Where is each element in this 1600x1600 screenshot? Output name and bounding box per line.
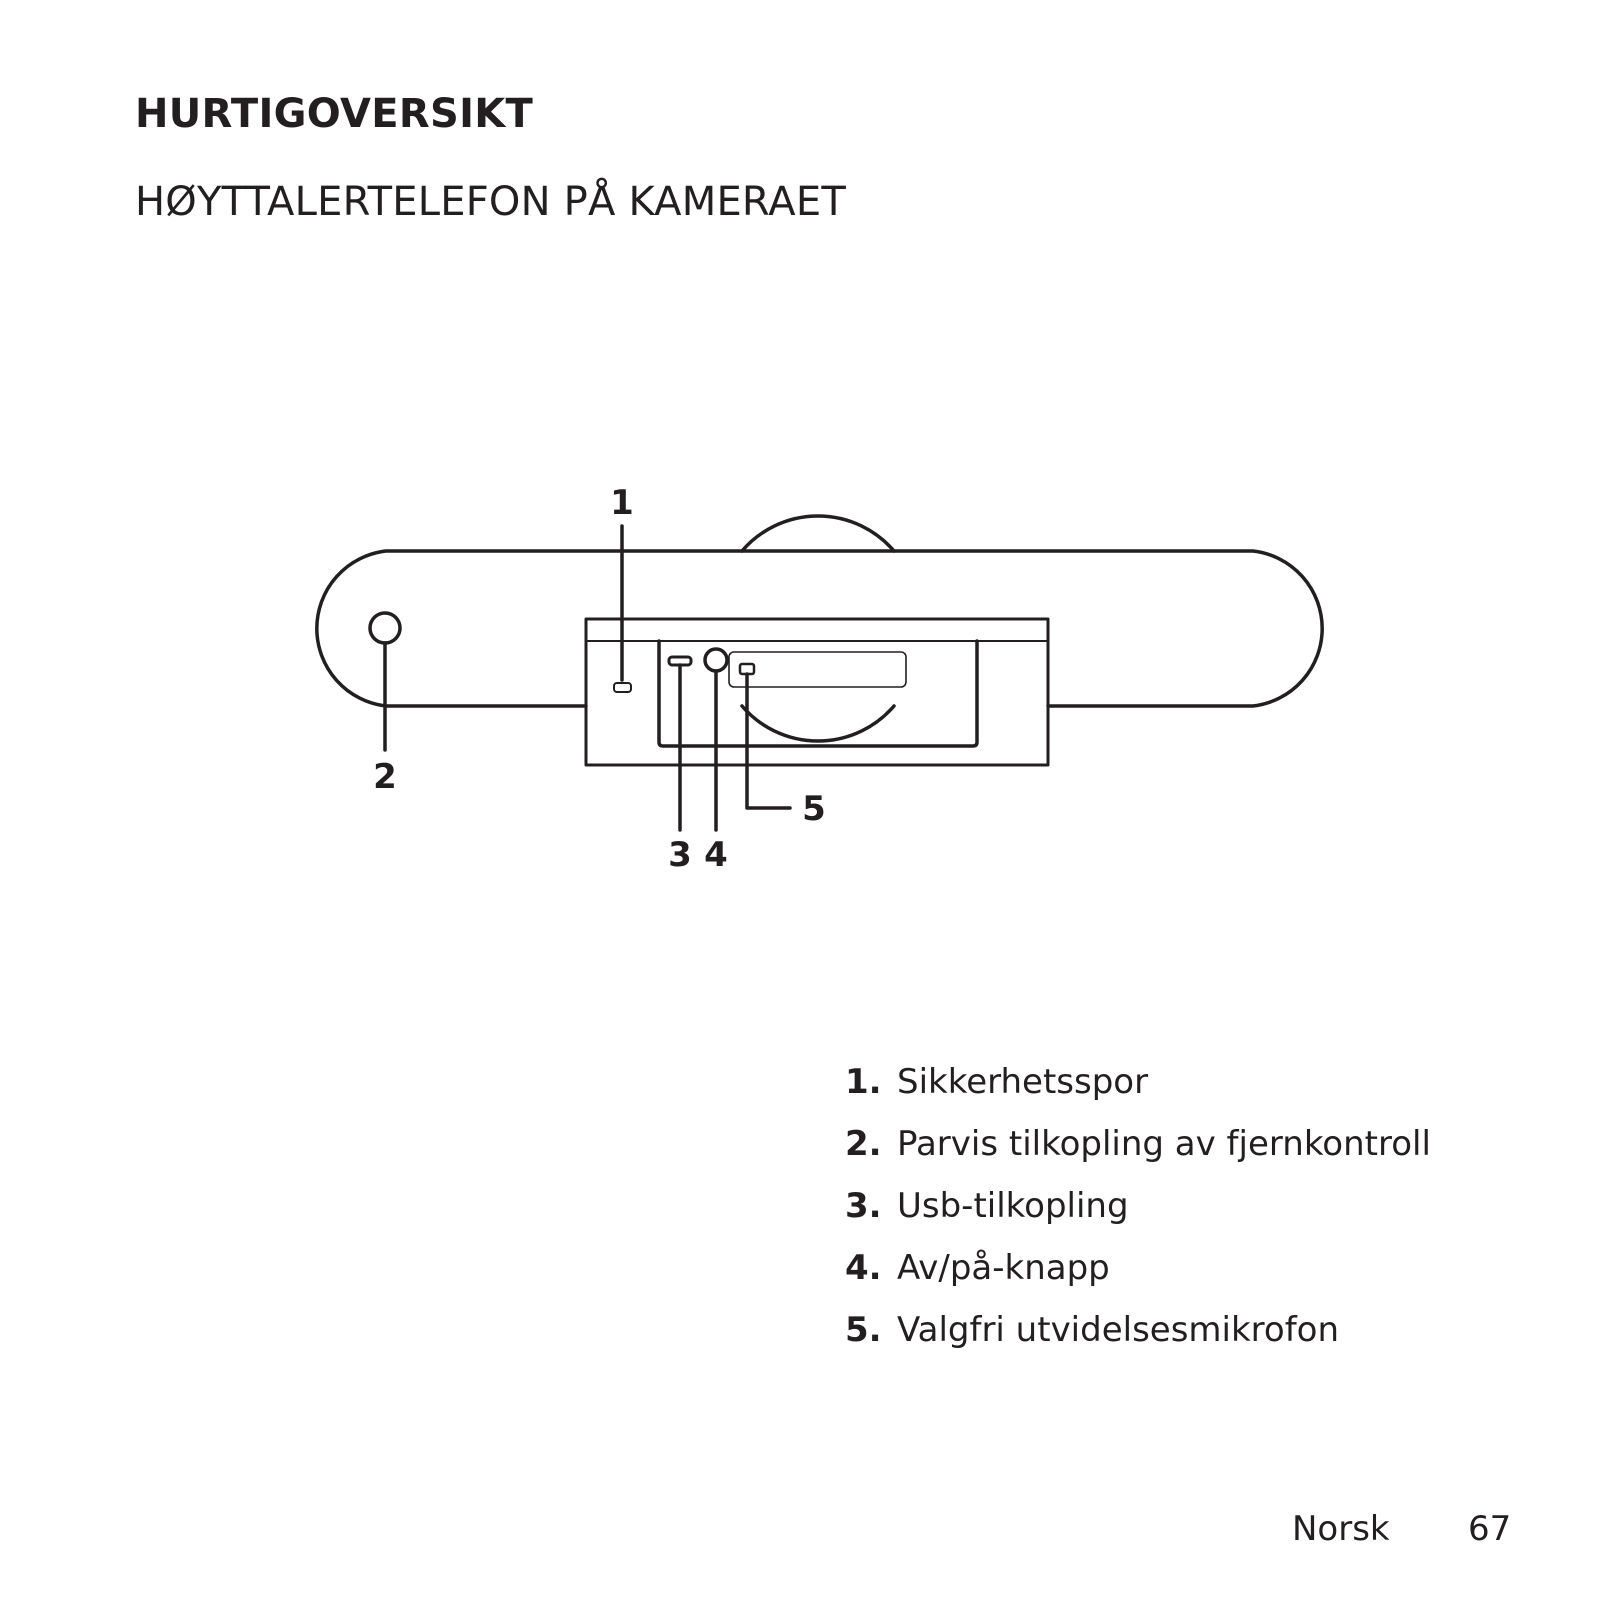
legend-text: Usb-tilkopling — [897, 1186, 1129, 1226]
legend-item — [845, 1186, 1431, 1251]
camera-dome — [742, 516, 894, 551]
legend-item — [845, 1248, 1431, 1313]
legend-item — [845, 1062, 1431, 1127]
legend-text: Sikkerhetsspor — [897, 1062, 1149, 1102]
callout-5: 5 — [802, 789, 826, 829]
callout-2: 2 — [373, 757, 397, 797]
legend-number: 2. — [845, 1124, 882, 1164]
legend-text: Parvis tilkopling av fjernkontroll — [897, 1124, 1431, 1164]
camera-lens-arc — [742, 706, 894, 741]
security-slot-icon — [614, 683, 631, 692]
legend-text: Av/på-knapp — [897, 1248, 1110, 1288]
leader-5 — [747, 674, 790, 808]
pairing-button-icon — [370, 613, 400, 643]
expansion-mic-panel — [729, 652, 906, 687]
parts-legend — [845, 1062, 1431, 1375]
page-number: 67 — [1468, 1509, 1512, 1549]
legend-item — [845, 1310, 1431, 1375]
callout-1: 1 — [610, 483, 634, 523]
legend-number: 5. — [845, 1310, 882, 1350]
page-title: HURTIGOVERSIKT — [135, 91, 534, 137]
legend-number: 3. — [845, 1186, 882, 1226]
power-button-icon — [705, 649, 727, 671]
page-subtitle: HØYTTALERTELEFON PÅ KAMERAET — [135, 179, 846, 225]
callout-4: 4 — [704, 835, 728, 875]
legend-number: 1. — [845, 1062, 882, 1102]
legend-text: Valgfri utvidelsesmikrofon — [897, 1310, 1340, 1350]
footer-language: Norsk — [1292, 1509, 1390, 1549]
speakerbar-body — [317, 551, 1322, 706]
legend-item — [845, 1124, 1431, 1189]
callout-3: 3 — [668, 835, 692, 875]
legend-number: 4. — [845, 1248, 882, 1288]
